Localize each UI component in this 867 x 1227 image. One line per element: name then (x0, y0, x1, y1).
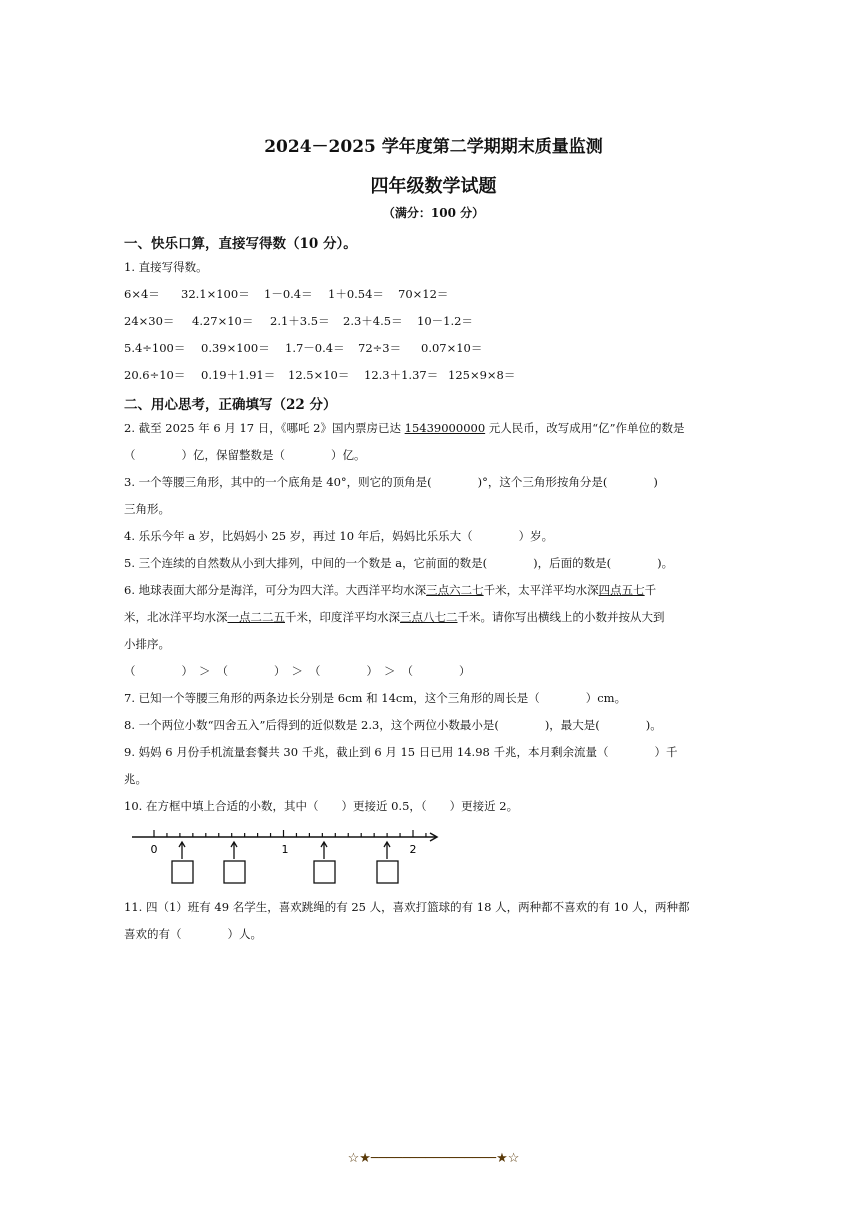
arith-item: 1－0.4＝ (264, 287, 313, 301)
box-office-number: 15439000000 (404, 421, 486, 435)
arith-row (124, 313, 473, 329)
arith-row (124, 340, 482, 356)
q4: 4. 乐乐今年 a 岁，比妈妈小 25 岁，再过 10 年后，妈妈比乐乐大（ ）岁。 (124, 529, 554, 543)
arith-row (124, 367, 515, 383)
arith-item: 0.39×100＝ (201, 341, 270, 355)
arith-item: 4.27×10＝ (192, 314, 254, 328)
arith-item: 20.6÷10＝ (124, 368, 186, 382)
arctic-depth: 一点二二五 (227, 610, 285, 624)
arith-item: 12.5×10＝ (288, 368, 350, 382)
arith-item: 2.1＋3.5＝ (270, 314, 330, 328)
arith-item: 1.7－0.4＝ (285, 341, 345, 355)
arith-item: 125×9×8＝ (448, 368, 516, 382)
tick-label-1: 1 (281, 843, 289, 856)
indian-depth: 三点八七二 (400, 610, 458, 624)
arith-item: 6×4＝ (124, 287, 160, 301)
q5: 5. 三个连续的自然数从小到大排列，中间的一个数是 a，它前面的数是( )，后面的数是( )。 (124, 556, 674, 570)
answer-marker-3 (314, 842, 335, 883)
q8: 8. 一个两位小数“四舍五入”后得到的近似数是 2.3，这个两位小数最小是( )，最大是( )。 (124, 718, 662, 732)
exam-subtitle: 四年级数学试题 (370, 176, 497, 197)
q9-line1: 9. 妈妈 6 月份手机流量套餐共 30 千兆，截止到 6 月 15 日已用 14.98 千兆，本月剩余流量（ ）千 (124, 745, 678, 759)
answer-box[interactable] (172, 861, 193, 883)
answer-marker-2 (224, 842, 245, 883)
number-line (124, 823, 444, 893)
q1-instruction: 1. 直接写得数。 (124, 260, 208, 274)
answer-box[interactable] (314, 861, 335, 883)
arith-item: 72÷3＝ (358, 341, 402, 355)
pacific-depth: 四点五七 (598, 583, 645, 597)
q11-line1: 11. 四（1）班有 49 名学生，喜欢跳绳的有 25 人，喜欢打篮球的有 18 人，两种都不喜欢的有 10 人，两种都 (124, 900, 690, 914)
q11-line2: 喜欢的有（ ）人。 (124, 927, 262, 941)
arith-item: 24×30＝ (124, 314, 175, 328)
arith-item: 10－1.2＝ (417, 314, 473, 328)
answer-marker-1 (172, 842, 193, 883)
arith-item: 5.4÷100＝ (124, 341, 186, 355)
q3-line1: 3. 一个等腰三角形，其中的一个底角是 40°，则它的顶角是( )°，这个三角形按角分是( ) (124, 475, 658, 489)
q6-line1: 6. 地球表面大部分是海洋，可分为四大洋。大西洋平均水深三点六二七千米，太平洋平均水深四点五七千 (124, 583, 657, 597)
q2-line2: （ ）亿，保留整数是（ ）亿。 (124, 448, 366, 462)
q7: 7. 已知一个等腰三角形的两条边长分别是 6cm 和 14cm，这个三角形的周长是（ ）cm。 (124, 691, 627, 705)
full-score: （满分：100 分） (382, 206, 485, 220)
q9-line2: 兆。 (124, 772, 147, 786)
exam-title: 2024－2025 学年度第二学期期末质量监测 (264, 137, 603, 157)
footer-decoration: ☆★────────────────★☆ (347, 1151, 520, 1166)
answer-box[interactable] (224, 861, 245, 883)
atlantic-depth: 三点六二七 (426, 583, 484, 597)
section2-heading: 二、用心思考，正确填写（22 分） (124, 397, 337, 413)
arith-item: 12.3＋1.37＝ (364, 368, 439, 382)
arith-row (124, 286, 448, 302)
q6-comparison: （ ） ＞ （ ） ＞ （ ） ＞ （ ） (124, 664, 471, 678)
q3-line2: 三角形。 (124, 502, 170, 516)
tick-label-0: 0 (150, 843, 158, 856)
arith-item: 0.07×10＝ (421, 341, 483, 355)
q6-line2: 米，北冰洋平均水深一点二二五千米，印度洋平均水深三点八七二千米。请你写出横线上的小数并按从大到 (124, 610, 665, 624)
answer-marker-4 (377, 842, 398, 883)
q2-line1: 2. 截至 2025 年 6 月 17 日，《哪吒 2》国内票房已达 15439000000 元人民币，改写成用“亿”作单位的数是 (124, 421, 685, 435)
tick-label-2: 2 (409, 843, 417, 856)
arith-item: 70×12＝ (398, 287, 449, 301)
number-line-ticks (154, 830, 426, 837)
q10: 10. 在方框中填上合适的小数，其中（ ）更接近 0.5，（ ）更接近 2。 (124, 799, 519, 813)
arith-item: 32.1×100＝ (181, 287, 250, 301)
arith-item: 0.19＋1.91＝ (201, 368, 276, 382)
answer-box[interactable] (377, 861, 398, 883)
arith-item: 2.3＋4.5＝ (343, 314, 403, 328)
arith-item: 1＋0.54＝ (328, 287, 384, 301)
q6-line3: 小排序。 (124, 637, 170, 651)
section1-heading: 一、快乐口算，直接写得数（10 分）。 (124, 236, 357, 252)
